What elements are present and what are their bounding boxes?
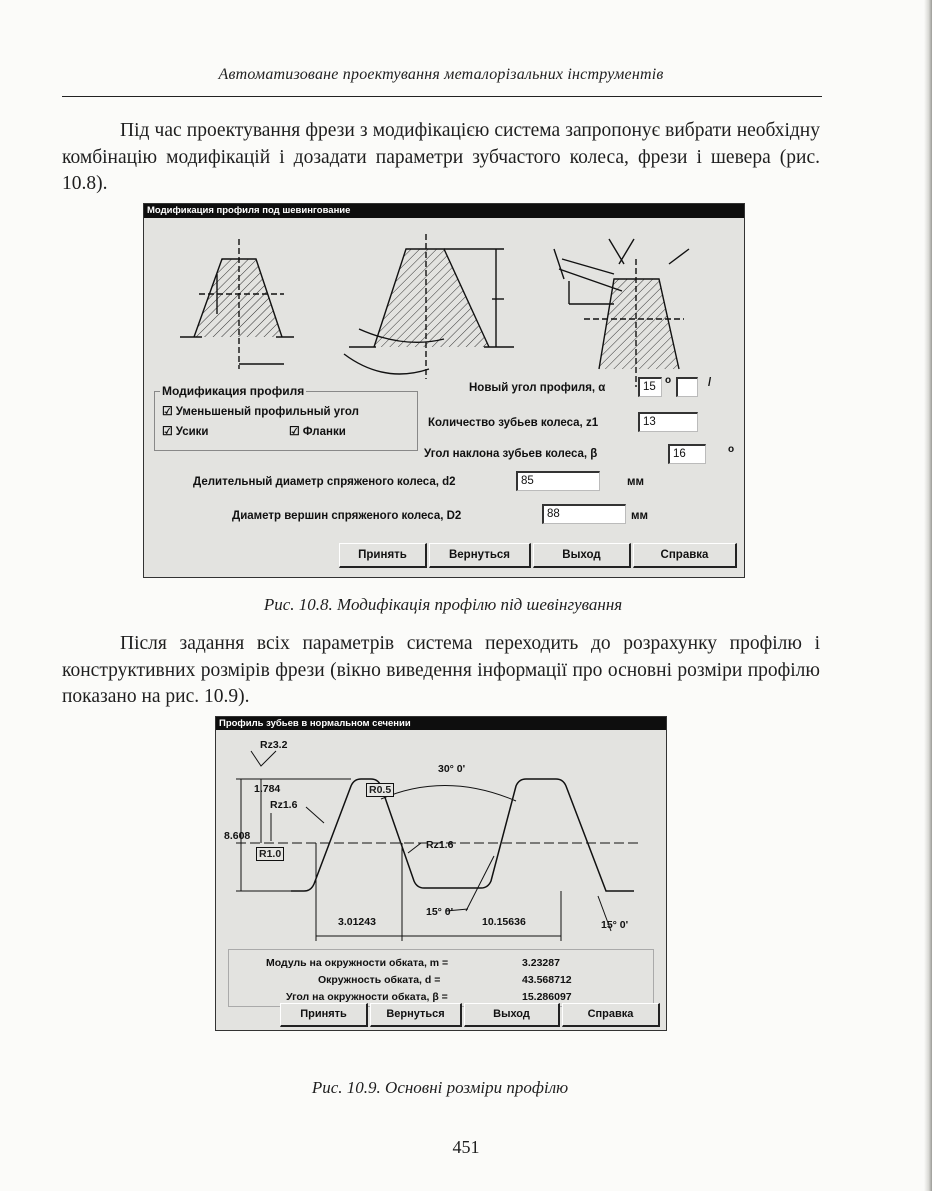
checkbox-reduced-angle[interactable] (162, 404, 359, 418)
checkbox-flanks[interactable] (289, 424, 346, 438)
roughness-top: Rz3.2 (260, 739, 288, 751)
radius-r05: R0.5 (366, 783, 394, 797)
circle-label: Окружность обката, d = (318, 974, 441, 986)
new-angle-label: Новый угол профиля, α (469, 382, 606, 394)
minute-sign: / (708, 377, 712, 389)
help-button[interactable]: Справка (562, 1003, 660, 1027)
paragraph-1: Під час проектування фрези з модифікацією система запропонує вибрати необхідну комбінацію модифікацій і дозадати параметри зубчастого колеса, фрези і шевера (рис. 10.8). (62, 120, 820, 194)
circle-value: 43.568712 (522, 974, 572, 986)
width-1015636: 10.15636 (482, 916, 526, 928)
radius-r10: R1.0 (256, 847, 284, 861)
checked-icon: ☑ (289, 424, 300, 438)
angle-mid: 15° 0' (426, 906, 454, 918)
pitch-diameter-label: Делительный диаметр спряженого колеса, d2 (193, 476, 456, 488)
angle-right: 15° 0' (601, 919, 629, 931)
page-number: 451 (452, 1137, 480, 1157)
degree-sign: o (665, 375, 672, 386)
paragraph-2: Після задання всіх параметрів система переходить до розрахунку профілю і конструктивних розмірів фрези (вікно виведення інформації про основні розміри профілю показано на рис. 10.9). (62, 633, 820, 707)
angle-label: Угол на окружности обката, β = (286, 991, 448, 1003)
checkbox-reduced-angle-label: Уменьшеный профильный угол (175, 406, 359, 418)
header-rule (62, 96, 822, 97)
caption-figure-10-9: Рис. 10.9. Основні розміри профілю (311, 1078, 569, 1097)
modification-group-title: Модификация профиля (162, 384, 305, 398)
height-1784: 1.784 (254, 783, 281, 795)
sketch-reduced-angle (180, 239, 294, 369)
module-label: Модуль на окружности обката, m = (266, 957, 449, 969)
tooth-profile-window (215, 716, 667, 1031)
exit-button[interactable]: Выход (464, 1003, 560, 1027)
checkbox-flanks-label: Фланки (302, 426, 346, 438)
tip-diameter-field[interactable]: 88 (542, 504, 626, 524)
new-angle-min-field[interactable] (676, 377, 698, 397)
back-button[interactable]: Вернуться (429, 543, 531, 568)
profile-modification-window (143, 203, 745, 578)
pitch-diameter-unit: мм (627, 476, 645, 488)
caption-figure-10-8: Рис. 10.8. Модифікація профілю під шевінгування (263, 595, 623, 614)
back-button[interactable]: Вернуться (370, 1003, 462, 1027)
scan-edge (924, 0, 932, 1191)
angle-value: 15.286097 (522, 991, 572, 1003)
checkbox-whiskers-label: Усики (175, 426, 209, 438)
window-title: Модификация профиля под шевингование (144, 204, 744, 218)
tooth-modification-sketches (144, 219, 744, 389)
checked-icon: ☑ (162, 424, 173, 438)
roughness-mid: Rz1.6 (426, 839, 454, 851)
new-angle-deg-field[interactable]: 15 (638, 377, 662, 397)
window-title: Профиль зубьев в нормальном сечении (216, 717, 666, 730)
sketch-whiskers (344, 234, 514, 379)
tip-diameter-unit: мм (631, 510, 649, 522)
width-301243: 3.01243 (338, 916, 376, 928)
accept-button[interactable]: Принять (280, 1003, 368, 1027)
angle-top: 30° 0' (438, 763, 466, 775)
exit-button[interactable]: Выход (533, 543, 631, 568)
roughness-left: Rz1.6 (270, 799, 298, 811)
accept-button[interactable]: Принять (339, 543, 427, 568)
helix-angle-label: Угол наклона зубьев колеса, β (424, 448, 598, 460)
tip-diameter-label: Диаметр вершин спряженого колеса, D2 (232, 510, 462, 522)
module-value: 3.23287 (522, 957, 560, 969)
helix-angle-field[interactable]: 16 (668, 444, 706, 464)
modification-group (154, 391, 418, 451)
height-8608: 8.608 (224, 830, 251, 842)
sketch-flanks (554, 239, 689, 387)
help-button[interactable]: Справка (633, 543, 737, 568)
pitch-diameter-field[interactable]: 85 (516, 471, 600, 491)
running-head: Автоматизоване проектування металорізальних інструментів (218, 66, 664, 83)
teeth-count-label: Количество зубьев колеса, z1 (428, 417, 599, 429)
checkbox-whiskers[interactable] (162, 424, 209, 438)
teeth-count-field[interactable]: 13 (638, 412, 698, 432)
degree-sign-2: o (728, 444, 735, 455)
checked-icon: ☑ (162, 404, 173, 418)
